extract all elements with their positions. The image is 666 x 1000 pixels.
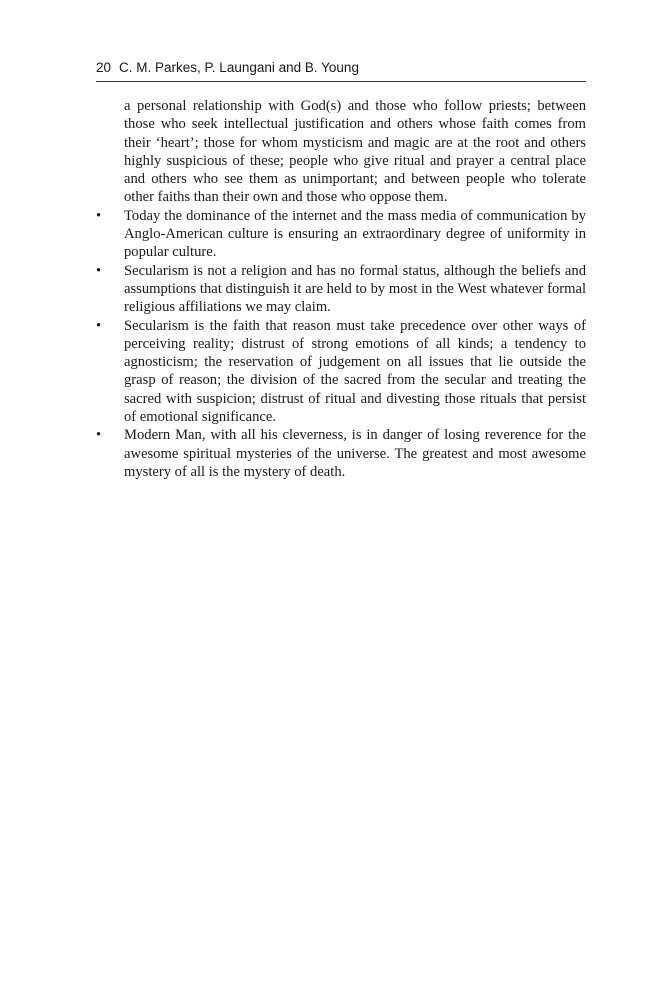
body-text xyxy=(96,97,586,481)
running-header xyxy=(96,60,586,76)
header-rule xyxy=(96,81,586,82)
header-authors: C. M. Parkes, P. Laungani and B. Young xyxy=(119,60,359,75)
bullet-marker: • xyxy=(96,207,102,224)
bullet-item-internet xyxy=(96,207,586,262)
bullet-text: Secularism is the faith that reason must take precedence over other ways of perceiving reality; distrust of strong emotions of all kinds; a tendency to agnosticism; the reservation of judgement on all issues that lie outside the grasp of reason; the division of the sacred from the secular and treating the sacred with suspicion; distrust of ritual and divesting those rituals that persist of emotional significance. xyxy=(124,317,586,426)
bullet-text: Today the dominance of the internet and the mass media of communication by Anglo-American culture is ensuring an extraordinary degree of uniformity in popular culture. xyxy=(124,207,586,261)
bullet-item-secularism-status xyxy=(96,262,586,317)
bullet-marker: • xyxy=(96,262,102,279)
bullet-item-modern-man xyxy=(96,426,586,481)
bullet-marker: • xyxy=(96,317,102,334)
page-number: 20 xyxy=(96,60,112,75)
bullet-marker: • xyxy=(96,427,102,444)
continuation-paragraph: a personal relationship with God(s) and those who follow priests; between those who seek intellectual justification and others whose faith comes from their ‘heart’; those for whom mysticism and magic are at the root and others highly suspicious of these; people who give ritual and prayer a central place and others who see them as unimportant; and between people who tolerate other faiths than their own and those who oppose them. xyxy=(124,98,586,206)
bullet-item-secularism-faith xyxy=(96,317,586,427)
bullet-text: Secularism is not a religion and has no formal status, although the beliefs and assumptions that distinguish it are held to by most in the West whatever formal religious affiliations we may claim. xyxy=(124,262,586,316)
bullet-text: Modern Man, with all his cleverness, is in danger of losing reverence for the awesome spiritual mysteries of the universe. The greatest and most awesome mystery of all is the mystery of death. xyxy=(124,427,586,480)
bullet-list xyxy=(96,207,586,481)
